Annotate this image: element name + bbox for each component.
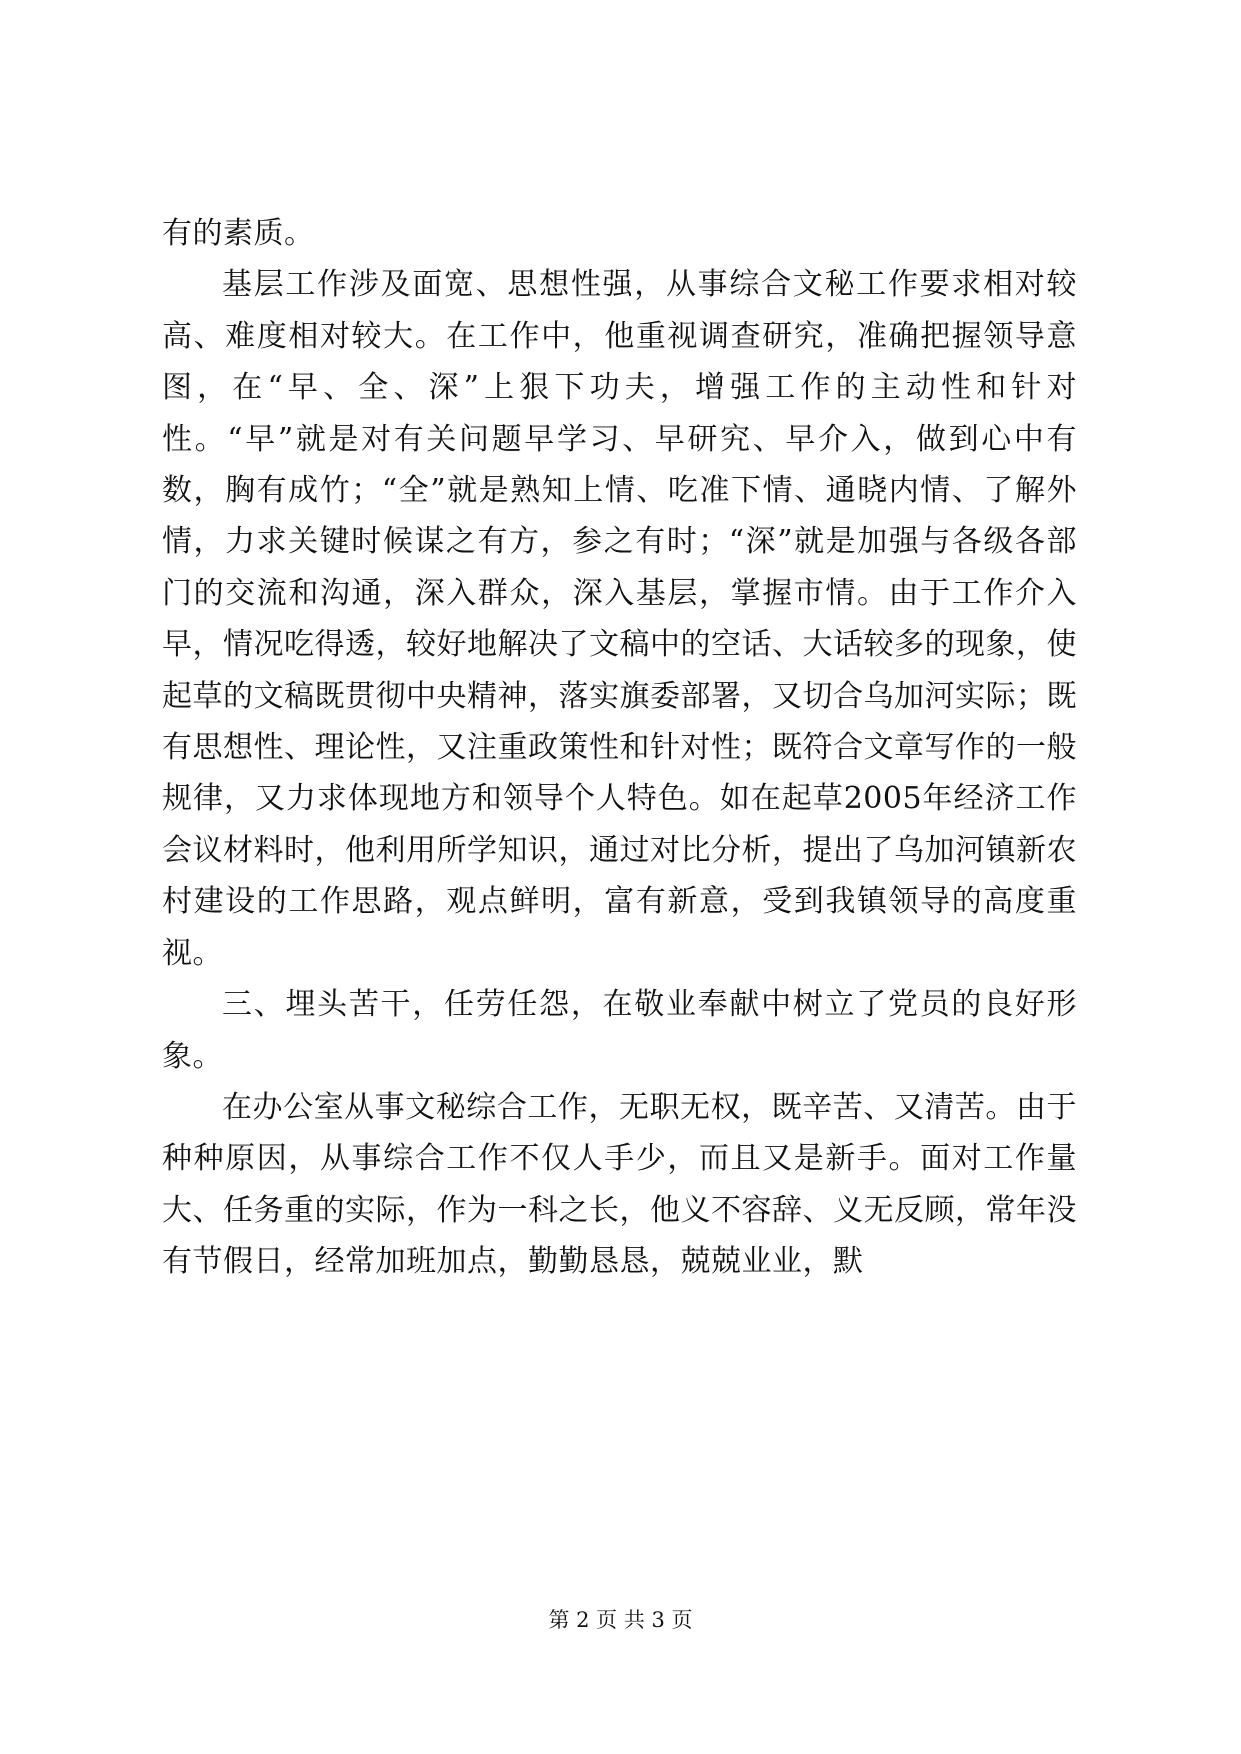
paragraph-continuation: 有的素质。 xyxy=(162,216,315,251)
paragraph-grassroots-work: 基层工作涉及面宽、思想性强，从事综合文秘工作要求相对较高、难度相对较大。在工作中，他重视调查研究，准确把握领导意图，在“早、全、深”上狠下功夫，增强工作的主动性和针对性。“早”就是对有关问题早学习、早研究、早介入，做到心中有数，胸有成竹；“全”就是熟知上情、吃准下情、通晓内情、了解外情，力求关键时候谋之有方，参之有时；“深”就是加强与各级各部门的交流和沟通，深入群众，深入基层，掌握市情。由于工作介入早，情况吃得透，较好地解决了文稿中的空话、大话较多的现象，使起草的文稿既贯彻中央精神，落实旗委部署，又切合乌加河实际；既有思想性、理论性，又注重政策性和针对性；既符合文章写作的一般规律，又力求体现地方和领导个人特色。如在起草2005年经济工作会议材料时，他利用所学知识，通过对比分析，提出了乌加河镇新农村建设的工作思路，观点鲜明，富有新意，受到我镇领导的高度重视。 xyxy=(162,267,1077,971)
paragraph-office-work: 在办公室从事文秘综合工作，无职无权，既辛苦、又清苦。由于种种原因，从事综合工作不仅人手少，而且又是新手。面对工作量大、任务重的实际，作为一科之长，他义不容辞、义无反顾，常年没有节假日，经常加班加点，勤勤恳恳，兢兢业业，默 xyxy=(162,1089,1077,1280)
page-number-footer: 第 2 页 共 3 页 xyxy=(548,1608,693,1632)
document-body xyxy=(162,208,1077,1288)
section-heading-three: 三、埋头苦干，任劳任怨，在敬业奉献中树立了党员的良好形象。 xyxy=(162,987,1077,1074)
